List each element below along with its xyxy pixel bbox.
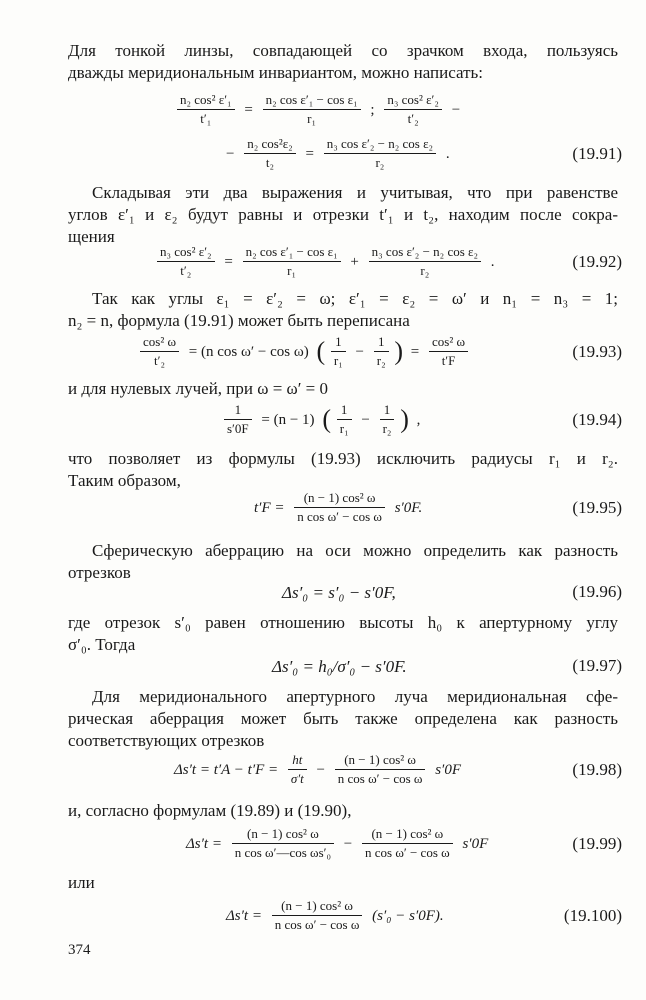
paragraph-line: что позволяет из формулы (19.93) исключить радиусы r₁ и r₂. bbox=[68, 449, 618, 468]
paragraph-line: где отрезок s′₀ равен отношению высоты h₀ к апертурному углу bbox=[68, 613, 618, 632]
equation-number: (19.97) bbox=[572, 656, 622, 675]
equation-number: (19.95) bbox=[572, 498, 622, 517]
paragraph-line: и, согласно формулам (19.89) и (19.90), bbox=[68, 801, 352, 820]
equation-number: (19.99) bbox=[572, 834, 622, 853]
equation-19-96: Δs′₀ = s′₀ − s′0F, bbox=[282, 583, 396, 602]
equation-number: (19.93) bbox=[572, 342, 622, 361]
equation-19-99: Δs′t = $\frac{\text{(n − 1) cos² ω}}{\text{n cos ω′—cos ωs′₀}}$ − $\frac{\text{(n − 1) cos² ω}}{\text{n cos ω′ − cos ω}}$ s′0F bbox=[186, 826, 489, 860]
equation-19-95: t′F = $\frac{\text{(n − 1) cos² ω}}{\text{n cos ω′ − cos ω}}$ s′0F. bbox=[254, 490, 423, 524]
paragraph-line: отрезков bbox=[68, 563, 131, 582]
paragraph-line: и для нулевых лучей, при ω = ω′ = 0 bbox=[68, 379, 329, 398]
equation-19-100: Δs′t = $\frac{\text{(n − 1) cos² ω}}{\text{n cos ω′ − cos ω}}$ (s′₀ − s′0F). bbox=[226, 898, 444, 932]
paragraph-line: σ′₀. Тогда bbox=[68, 635, 136, 654]
equation-19-91-part-b: − $\frac{\text{n₂ cos²ε₂}}{\text{t₂}}$ = $\frac{\text{n₃ cos ε′₂ − n₂ cos ε₂}}{\text{r₂}}$ . bbox=[226, 136, 450, 170]
equation-number: (19.96) bbox=[572, 582, 622, 601]
paragraph-line: Складывая эти два выражения и учитывая, что при равенстве bbox=[92, 183, 618, 202]
equation-19-94: $\frac{1}{s'0F}$ = (n − 1) ( $\frac{1}{\text{r₁}}$ − $\frac{1}{\text{r₂}}$ ) , bbox=[222, 402, 424, 437]
equation-19-98: Δs′t = t′A − t′F = $\frac{ht}{\sigma't}$ − $\frac{\text{(n − 1) cos² ω}}{\text{n cos ω′ − cos ω}}$ s′0F bbox=[174, 752, 461, 786]
paragraph-line: Сферическую аберрацию на оси можно определить как разность bbox=[92, 541, 618, 560]
paragraph-line: n₂ = n, формула (19.91) может быть переписана bbox=[68, 311, 410, 330]
equation-19-92: $\frac{\text{n₃ cos² ε′₂}}{\text{t′₂}}$ = $\frac{\text{n₂ cos ε′₁ − cos ε₁}}{\text{r₁}}$ + $\frac{\text{n₃ cos ε′₂ − n₂ cos ε₂}}{\text{r₂}}$ . bbox=[155, 244, 499, 279]
equation-number: (19.91) bbox=[572, 144, 622, 163]
paragraph-line: углов ε′₁ и ε₂ будут равны и отрезки t′₁ и t₂, находим после сокра- bbox=[68, 205, 618, 224]
equation-number: (19.92) bbox=[572, 252, 622, 271]
paragraph-line: Для меридионального апертурного луча меридиональная сфе- bbox=[92, 687, 618, 706]
paragraph-line: Так как углы ε₁ = ε′₂ = ω; ε′₁ = ε₂ = ω′ и n₁ = n₃ = 1; bbox=[92, 289, 618, 308]
paragraph-line: соответствующих отрезков bbox=[68, 731, 265, 750]
equation-19-93: $\frac{\text{cos² ω}}{\text{t′₂}}$ = (n cos ω′ − cos ω) ( $\frac{1}{\text{r₁}}$ − $\frac{1}{\text{r₂}}$ ) = $\frac{\text{cos² ω}}{t'F}$ bbox=[138, 334, 470, 369]
paragraph-line: рическая аберрация может быть также определена как разность bbox=[68, 709, 618, 728]
equation-number: (19.100) bbox=[563, 906, 622, 925]
equation-number: (19.98) bbox=[572, 760, 622, 779]
paragraph-line: или bbox=[68, 873, 95, 892]
paragraph-line: дважды меридиональным инвариантом, можно написать: bbox=[68, 63, 483, 82]
equation-number: (19.94) bbox=[572, 410, 622, 429]
equation-19-91-part-a: $\frac{\text{n₂ cos² ε′₁}}{\text{t′₁}}$ = $\frac{\text{n₂ cos ε′₁ − cos ε₁}}{\text{r₁}}$ ; $\frac{\text{n₃ cos² ε′₂}}{\text{t′₂}}$ − bbox=[175, 92, 464, 127]
page-number: 374 bbox=[68, 942, 91, 958]
paragraph-line: Таким образом, bbox=[68, 471, 181, 490]
paragraph-line: щения bbox=[68, 227, 115, 246]
paragraph-line: Для тонкой линзы, совпадающей со зрачком входа, пользуясь bbox=[68, 41, 618, 60]
equation-19-97: Δs′₀ = h₀/σ′₀ − s′0F. bbox=[272, 657, 407, 676]
